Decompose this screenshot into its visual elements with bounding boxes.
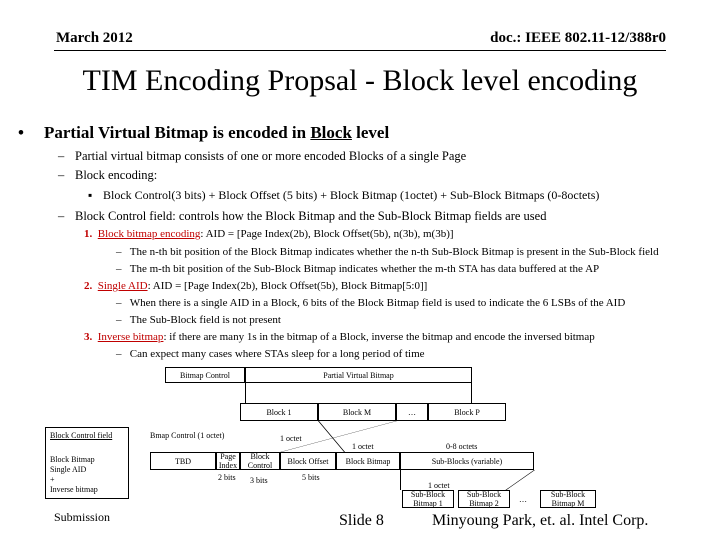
bcf-rest: : controls how the Block Bitmap and the Sub-Block Bitmap fields are used (172, 209, 547, 223)
item1-num: 1. (84, 228, 93, 240)
bullet1-block: Block (310, 123, 352, 142)
item1-rest: : AID = [Page Index(2b), Block Offset(5b), n(3b), m(3b)] (200, 228, 454, 240)
bcf-label: Block Control field (75, 209, 173, 223)
expand-line-left (245, 383, 246, 403)
bcf-line2: Single AID (50, 465, 87, 474)
bullet-dot: • (18, 123, 24, 142)
item2-b-text: The Sub-Block field is not present (129, 314, 281, 326)
block-m-cell: Block M (318, 403, 396, 421)
header-doc-id: doc.: IEEE 802.11-12/388r0 (490, 30, 666, 46)
bcf-line4: Inverse bitmap (50, 485, 98, 494)
sub-item-2: Block encoding: (75, 168, 158, 182)
octet1c-label: 1 octet (428, 481, 450, 490)
expand-line-right (471, 383, 472, 403)
footer-submission: Submission (54, 510, 111, 524)
bullet-partial-virtual-bitmap (44, 123, 389, 143)
page-index-cell: Page Index (216, 452, 240, 470)
item2-row (84, 280, 427, 292)
tbd-cell: TBD (150, 452, 216, 470)
item3-a: – Can expect many cases where STAs sleep for a long period of time (116, 348, 425, 360)
item3-num: 3. (84, 331, 93, 343)
item2-a-text: When there is a single AID in a Block, 6 bits of the Block Bitmap field is used to indicate the 6 LSBs of the AID (129, 297, 626, 309)
item1-label: Block bitmap encoding (97, 228, 201, 240)
expand-line-sb-right (505, 470, 535, 490)
expand-line-sb-left (400, 470, 401, 490)
bc-1octet-label: Bmap Control (1 octet) (150, 431, 225, 440)
item1-row (84, 228, 454, 240)
block-bitmap-cell: Block Bitmap (336, 452, 400, 470)
header-rule (54, 50, 666, 51)
sub-blocks-cell: Sub-Blocks (variable) (400, 452, 534, 470)
octet1b-label: 1 octet (352, 442, 374, 451)
sub-block-bitmap-1-cell: Sub-Block Bitmap 1 (402, 490, 454, 508)
item3-rest: : if there are many 1s in the bitmap of a Block, inverse the bitmap and encode the inversed bitmap (163, 331, 595, 343)
item2-rest: : AID = [Page Index(2b), Block Offset(5b), Block Bitmap[5:0]] (147, 280, 428, 292)
bullet1-post: level (351, 123, 390, 142)
sub-item-1: Partial virtual bitmap consists of one or more encoded Blocks of a single Page (75, 149, 467, 163)
block-control-cell: Block Control (240, 452, 280, 470)
sub-item-2a: Block Control(3 bits) + Block Offset (5 bits) + Block Bitmap (1octet) + Sub-Block Bitmaps (0-8octets) (103, 188, 600, 202)
block-1-cell: Block 1 (240, 403, 318, 421)
item2-label: Single AID (97, 280, 148, 292)
footer-slide-number: Slide 8 (339, 512, 384, 529)
item1-a: – The n-th bit position of the Block Bitmap indicates whether the n-th Sub-Block Bitmap is present in the Sub-Block field (116, 246, 659, 258)
item2-num: 2. (84, 280, 93, 292)
slide-title: TIM Encoding Propsal - Block level encoding (82, 64, 638, 97)
partial-virtual-bitmap-cell: Partial Virtual Bitmap (245, 367, 472, 383)
item2-a: – When there is a single AID in a Block, 6 bits of the Block Bitmap field is used to indicate the 6 LSBs of the AID (116, 297, 626, 309)
item2-b: – The Sub-Block field is not present (116, 314, 281, 326)
bits3-label: 3 bits (250, 476, 268, 485)
item3-a-text: Can expect many cases where STAs sleep for a long period of time (129, 348, 425, 360)
item3-row (84, 331, 595, 343)
block-dots-cell: … (396, 403, 428, 421)
item1-a-text: The n-th bit position of the Block Bitmap indicates whether the n-th Sub-Block Bitmap is present in the Sub-Block field (129, 246, 659, 258)
sub-block-bitmap-m-cell: Sub-Block Bitmap M (540, 490, 596, 508)
item3-label: Inverse bitmap (97, 331, 164, 343)
item1-b: – The m-th bit position of the Sub-Block Bitmap indicates whether the m-th STA has data buffered at the AP (116, 263, 600, 275)
dash-3: – (58, 209, 65, 223)
dash-1: – (58, 149, 65, 163)
bits2-label: 2 bits (218, 473, 236, 482)
block-p-cell: Block P (428, 403, 506, 421)
sub-item-3 (75, 209, 546, 224)
sub-block-dots: … (519, 495, 527, 504)
block-offset-cell: Block Offset (280, 452, 336, 470)
item1-b-text: The m-th bit position of the Sub-Block Bitmap indicates whether the m-th STA has data buffered at the AP (129, 263, 600, 275)
bcf-line3: + (50, 475, 55, 484)
octet1a-label: 1 octet (280, 434, 302, 443)
dash-2: – (58, 168, 65, 182)
bullet1-pre: Partial Virtual Bitmap is encoded in (44, 123, 311, 142)
octet08-label: 0-8 octets (446, 442, 478, 451)
bcf-line1: Block Bitmap (50, 455, 95, 464)
header-date: March 2012 (56, 30, 133, 46)
small-bullet: ▪ (88, 188, 93, 202)
sub-block-bitmap-2-cell: Sub-Block Bitmap 2 (458, 490, 510, 508)
bcf-title: Block Control field (50, 431, 113, 440)
bitmap-control-cell: Bitmap Control (165, 367, 245, 383)
footer-author: Minyoung Park, et. al. Intel Corp. (432, 512, 649, 529)
bits5-label: 5 bits (302, 473, 320, 482)
